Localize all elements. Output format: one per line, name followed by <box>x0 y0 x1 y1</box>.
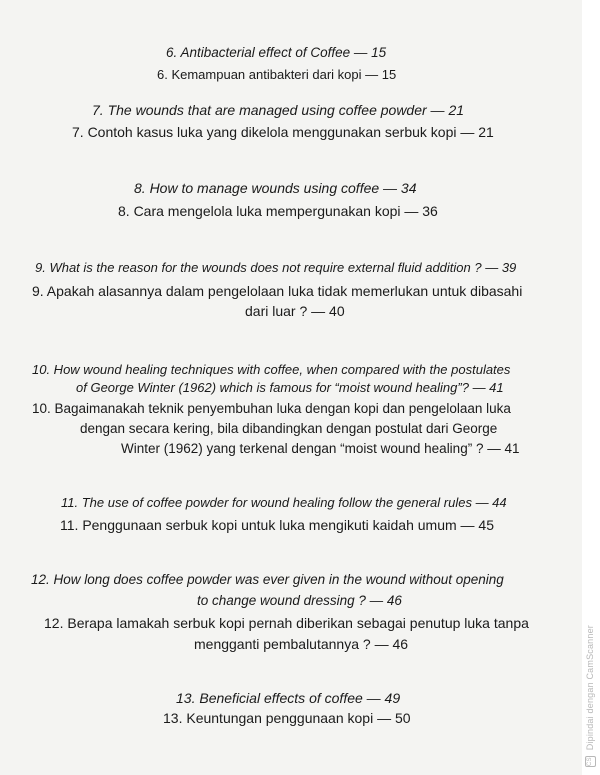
toc-entry-9-id-line1: 9. Apakah alasannya dalam pengelolaan luka tidak memerlukan untuk dibasahi <box>32 283 523 299</box>
toc-entry-10-id-line3: Winter (1962) yang terkenal dengan “moist wound healing” ? — 41 <box>121 441 520 456</box>
toc-entry-12-id-line2: mengganti pembalutannya ? — 46 <box>194 636 409 652</box>
toc-entry-10-en-line1: 10. How wound healing techniques with coffee, when compared with the postulates <box>32 362 511 377</box>
scanner-watermark-text: Dipindai dengan CamScanner <box>585 625 595 751</box>
toc-entry-9-id-line2: dari luar ? — 40 <box>245 303 345 319</box>
toc-entry-11-id: 11. Penggunaan serbuk kopi untuk luka mengikuti kaidah umum — 45 <box>60 517 495 533</box>
toc-entry-12-en-line1: 12. How long does coffee powder was ever given in the wound without opening <box>31 572 504 587</box>
toc-entry-8-id: 8. Cara mengelola luka mempergunakan kopi — 36 <box>118 203 438 219</box>
camscanner-icon: CS <box>585 756 596 767</box>
toc-entry-7-en: 7. The wounds that are managed using coffee powder — 21 <box>92 102 465 118</box>
toc-entry-13-en: 13. Beneficial effects of coffee — 49 <box>176 690 401 706</box>
toc-entry-10-id-line2: dengan secara kering, bila dibandingkan dengan postulat dari George <box>80 421 498 436</box>
scanner-watermark <box>585 625 596 767</box>
toc-entry-7-id: 7. Contoh kasus luka yang dikelola menggunakan serbuk kopi — 21 <box>72 124 494 140</box>
toc-entry-9-en: 9. What is the reason for the wounds does not require external fluid addition ? — 39 <box>35 260 517 275</box>
toc-entry-6-en: 6. Antibacterial effect of Coffee — 15 <box>166 45 387 60</box>
toc-entry-8-en: 8. How to manage wounds using coffee — 34 <box>134 180 417 196</box>
toc-entry-10-id-line1: 10. Bagaimanakah teknik penyembuhan luka dengan kopi dan pengelolaan luka <box>32 401 511 416</box>
toc-entry-11-en: 11. The use of coffee powder for wound healing follow the general rules — 44 <box>61 495 507 510</box>
toc-entry-12-id-line1: 12. Berapa lamakah serbuk kopi pernah diberikan sebagai penutup luka tanpa <box>44 615 529 631</box>
toc-entry-12-en-line2: to change wound dressing ? — 46 <box>197 593 402 608</box>
toc-entry-10-en-line2: of George Winter (1962) which is famous for “moist wound healing”? — 41 <box>76 380 504 395</box>
toc-entry-13-id: 13. Keuntungan penggunaan kopi — 50 <box>163 710 411 726</box>
toc-entry-6-id: 6. Kemampuan antibakteri dari kopi — 15 <box>157 67 397 82</box>
